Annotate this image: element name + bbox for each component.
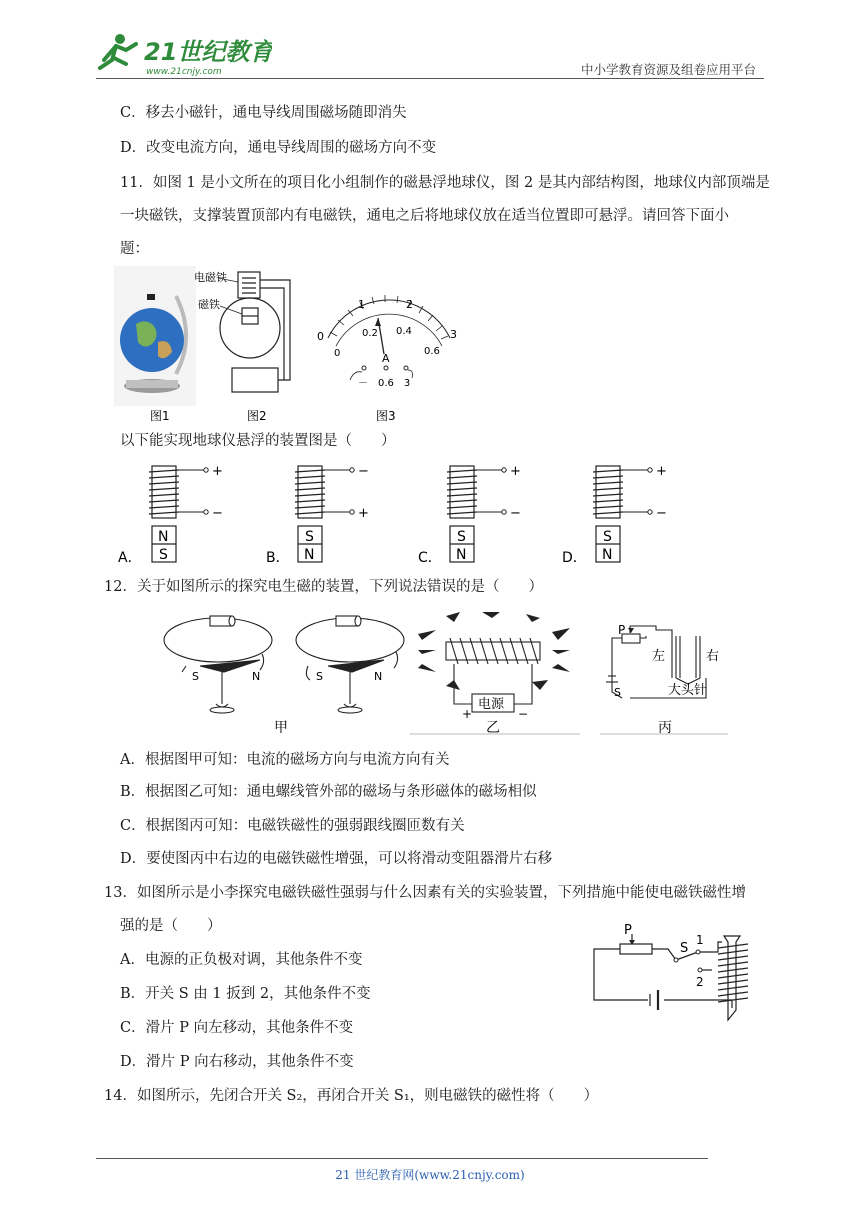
option-a-top-sign: + — [212, 464, 223, 479]
option-c-letter: C． — [418, 550, 442, 566]
q13-fig-p: P — [624, 923, 632, 938]
electromagnet-label: 电磁铁 — [194, 271, 227, 284]
q12-option-b: B．根据图乙可知：通电螺线管外部的磁场与条形磁体的磁场相似 — [120, 784, 537, 800]
option-c-top-sign: + — [510, 464, 521, 479]
fig-jia-right — [296, 616, 404, 713]
q12-option-a: A．根据图甲可知：电流的磁场方向与电流方向有关 — [120, 752, 450, 768]
option-b-magnet-top: S — [305, 529, 314, 545]
bing-p: P — [618, 623, 626, 637]
ammeter-unit: A — [382, 352, 390, 365]
footer-text: 21 世纪教育网(www.21cnjy.com) — [335, 1168, 525, 1182]
q13-fig-1: 1 — [696, 933, 704, 947]
option-d-letter: D． — [562, 550, 587, 566]
q13-figure — [588, 920, 760, 1024]
q12-option-d: D．要使图丙中右边的电磁铁磁性增强，可以将滑动变阻器滑片右移 — [120, 851, 553, 867]
logo-text: 21世纪教育 — [144, 38, 272, 66]
scale-top-1: 1 — [358, 298, 365, 311]
jia-right-s: S — [316, 670, 323, 683]
option-a-magnet-bottom: S — [159, 547, 168, 563]
bing-left: 左 — [652, 649, 666, 664]
option-b-top-sign: − — [358, 464, 369, 479]
q11-sub-question: 以下能实现地球仪悬浮的装置图是（ ） — [120, 433, 396, 449]
q13-fig-s: S — [680, 941, 689, 956]
option-c-bottom-sign: − — [510, 506, 521, 521]
option-a-magnet-top: N — [158, 529, 169, 545]
q10-option-d: D．改变电流方向，通电导线周围的磁场方向不变 — [120, 140, 437, 156]
option-d-diagram — [593, 464, 667, 563]
logo-url: www.21cnjy.com — [146, 67, 222, 77]
q12-figure — [160, 606, 728, 738]
q11-stem-line1: 11．如图 1 是小文所在的项目化小组制作的磁悬浮地球仪，图 2 是其内部结构图，地球仪内部顶端是 — [120, 175, 770, 191]
option-a-diagram — [149, 464, 223, 563]
footer-divider — [96, 1158, 708, 1159]
scale-bottom-0: 0 — [334, 348, 341, 359]
label-bing: 丙 — [658, 720, 672, 736]
option-b-magnet-bottom: N — [304, 547, 315, 563]
label-jia: 甲 — [274, 720, 288, 736]
header-divider — [96, 78, 764, 79]
option-b-diagram — [295, 464, 369, 563]
site-logo — [92, 30, 272, 78]
option-d-magnet-bottom: N — [602, 547, 613, 563]
q13-stem-line1: 13．如图所示是小李探究电磁铁磁性强弱与什么因素有关的实验装置，下列措施中能使电磁铁磁性增 — [104, 885, 746, 901]
runner-icon — [100, 34, 136, 68]
q10-option-c: C．移去小磁针，通电导线周围磁场随即消失 — [120, 105, 407, 121]
jia-left-n: N — [252, 670, 261, 683]
option-c-magnet-top: S — [457, 529, 466, 545]
option-a-bottom-sign: − — [212, 506, 223, 521]
option-d-bottom-sign: − — [656, 506, 667, 521]
jia-left-s: S — [192, 670, 199, 683]
option-b-bottom-sign: + — [358, 506, 369, 521]
scale-bottom-1: 0.2 — [362, 328, 378, 339]
globe-photo — [114, 266, 196, 406]
fig1-caption: 图1 — [150, 409, 170, 423]
scale-bottom-2: 0.4 — [396, 326, 412, 337]
option-c-diagram — [447, 464, 521, 563]
q13-option-b: B．开关 S 由 1 扳到 2，其他条件不变 — [120, 986, 371, 1002]
scale-top-2: 2 — [406, 298, 413, 311]
q14-stem: 14．如图所示，先闭合开关 S₂，再闭合开关 S₁，则电磁铁的磁性将（ ） — [104, 1088, 599, 1104]
bing-right: 右 — [706, 649, 720, 664]
structure-diagram — [220, 272, 290, 392]
q11-stem-line2: 一块磁铁，支撑装置顶部内有电磁铁，通电之后将地球仪放在适当位置即可悬浮。请回答下面小 — [120, 208, 729, 224]
header-platform-text: 中小学教育资源及组卷应用平台 — [580, 62, 756, 77]
power-minus: − — [518, 707, 529, 721]
option-a-letter: A． — [118, 550, 142, 566]
fig3-caption: 图3 — [376, 409, 396, 423]
q13-option-a: A．电源的正负极对调，其他条件不变 — [120, 952, 363, 968]
label-yi: 乙 — [486, 720, 500, 736]
option-d-magnet-top: S — [603, 529, 612, 545]
jia-right-n: N — [374, 670, 383, 683]
bing-switch: S — [614, 686, 621, 699]
q12-option-c: C．根据图丙可知：电磁铁磁性的强弱跟线圈匝数有关 — [120, 818, 465, 834]
q13-fig-2: 2 — [696, 975, 704, 989]
option-b-letter: B． — [266, 550, 290, 566]
q11-figure — [114, 266, 464, 426]
magnet-label: 磁铁 — [198, 298, 220, 311]
power-plus: + — [462, 707, 473, 721]
option-c-magnet-bottom: N — [456, 547, 467, 563]
fig2-caption: 图2 — [247, 409, 267, 423]
q13-option-c: C．滑片 P 向左移动，其他条件不变 — [120, 1020, 354, 1036]
fig-jia-left — [164, 616, 272, 713]
ammeter-dial — [317, 295, 457, 389]
power-label: 电源 — [478, 697, 505, 712]
scale-top-3: 3 — [450, 328, 457, 341]
q11-stem-line3: 题： — [120, 241, 149, 257]
option-d-top-sign: + — [656, 464, 667, 479]
q11-options-figure — [116, 458, 676, 568]
scale-top-0: 0 — [317, 330, 324, 343]
q13-stem-line2: 强的是（ ） — [120, 918, 222, 934]
bing-pin: 大头针 — [668, 683, 708, 698]
scale-bottom-3: 0.6 — [424, 346, 440, 357]
q13-option-d: D．滑片 P 向右移动，其他条件不变 — [120, 1054, 354, 1070]
ammeter-terminals: － 0.6 3 — [358, 378, 411, 389]
q12-stem: 12．关于如图所示的探究电生磁的装置，下列说法错误的是（ ） — [104, 579, 543, 595]
